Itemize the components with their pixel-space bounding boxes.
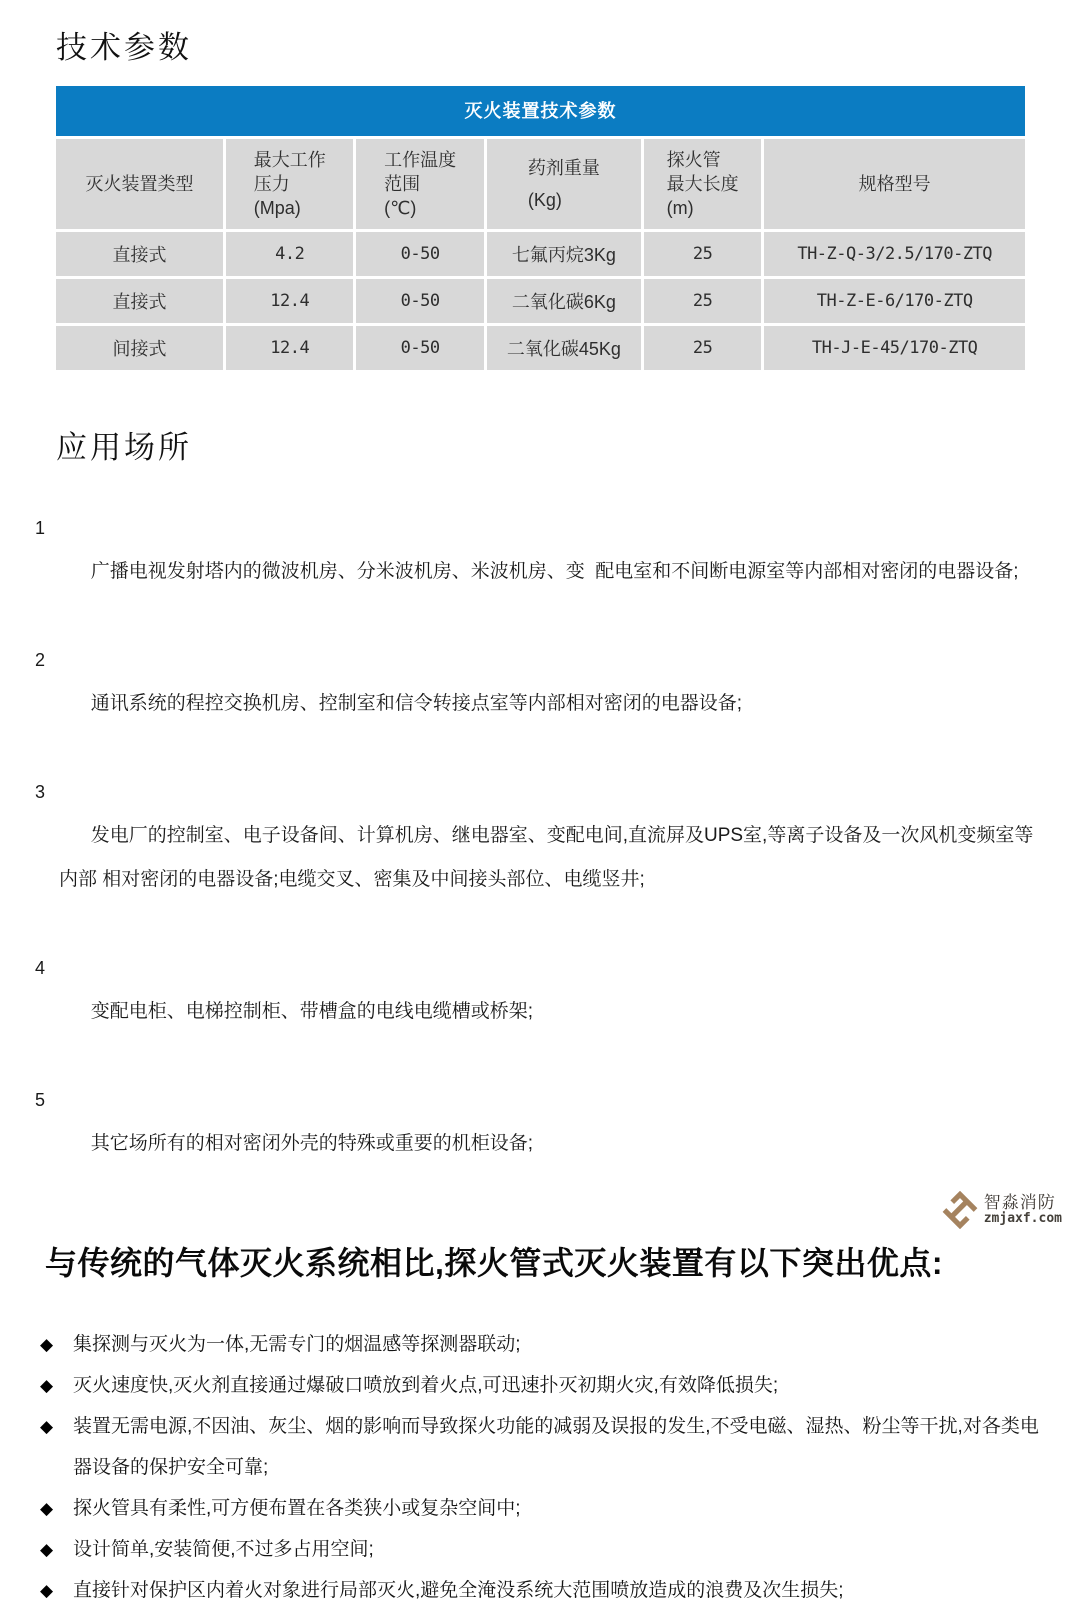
advantages-list (40, 1324, 1045, 1611)
logo-name: 智淼消防 (983, 1193, 1056, 1213)
table-grid (56, 139, 1025, 370)
advantage-item (40, 1488, 1045, 1529)
diamond-bullet-icon: ◆ (40, 1335, 54, 1354)
table-cell: TH-Z-Q-3/2.5/170-ZTQ (764, 232, 1025, 276)
table-cell: 二氧化碳6Kg (487, 279, 641, 323)
table-cell: 间接式 (56, 326, 223, 370)
application-number: 1 (35, 518, 46, 538)
application-text: 通讯系统的程控交换机房、控制室和信令转接点室等内部相对密闭的电器设备; (90, 693, 742, 714)
tech-params-title: 技术参数 (56, 30, 192, 65)
application-text: 其它场所有的相对密闭外壳的特殊或重要的机柜设备; (90, 1133, 533, 1154)
table-header-temperature: 工作温度 范围 (℃) (356, 139, 483, 229)
application-number: 2 (35, 650, 46, 670)
application-item (35, 770, 1045, 946)
advantage-text: 集探测与灭火为一体,无需专门的烟温感等探测器联动; (73, 1334, 521, 1355)
application-item (35, 1078, 1045, 1210)
param-table (56, 86, 1025, 370)
applications-list (35, 506, 1045, 1210)
table-cell: 0-50 (356, 326, 483, 370)
table-cell: 25 (644, 279, 761, 323)
application-item (35, 638, 1045, 770)
table-header-model: 规格型号 (764, 139, 1025, 229)
diamond-bullet-icon: ◆ (40, 1499, 54, 1518)
application-text: 变配电柜、电梯控制柜、带槽盒的电线电缆槽或桥架; (90, 1001, 533, 1022)
applications-title: 应用场所 (56, 430, 192, 465)
table-header-agent-weight: 药剂重量 (Kg) (487, 139, 641, 229)
advantage-item (40, 1324, 1045, 1365)
table-cell: 七氟丙烷3Kg (487, 232, 641, 276)
advantage-item (40, 1365, 1045, 1406)
table-cell: 直接式 (56, 232, 223, 276)
table-caption: 灭火装置技术参数 (56, 86, 1025, 136)
table-cell: 25 (644, 326, 761, 370)
logo-domain: zmjaxf.com (983, 1211, 1062, 1227)
advantage-text: 装置无需电源,不因油、灰尘、烟的影响而导致探火功能的减弱及误报的发生,不受电磁、湿热、粉尘等干扰,对各类电器设备的保护安全可靠; (73, 1416, 1039, 1478)
table-cell: TH-J-E-45/170-ZTQ (764, 326, 1025, 370)
zhimiao-logo (941, 1191, 1062, 1229)
diamond-bullet-icon: ◆ (40, 1581, 54, 1600)
zhimiao-logo-icon (941, 1191, 979, 1229)
application-number: 5 (35, 1090, 46, 1110)
advantage-text: 直接针对保护区内着火对象进行局部灭火,避免全淹没系统大范围喷放造成的浪费及次生损失; (73, 1580, 844, 1601)
table-header-type: 灭火装置类型 (56, 139, 223, 229)
advantage-text: 设计简单,安装简便,不过多占用空间; (73, 1539, 374, 1560)
table-header-pressure: 最大工作 压力 (Mpa) (226, 139, 353, 229)
advantage-item (40, 1529, 1045, 1570)
advantage-text: 探火管具有柔性,可方便布置在各类狭小或复杂空间中; (73, 1498, 521, 1519)
table-cell: 二氧化碳45Kg (487, 326, 641, 370)
table-cell: 直接式 (56, 279, 223, 323)
table-cell: 4.2 (226, 232, 353, 276)
advantage-item (40, 1570, 1045, 1611)
table-header-tube-length: 探火管 最大长度 (m) (644, 139, 761, 229)
table-cell: 0-50 (356, 232, 483, 276)
table-cell: 0-50 (356, 279, 483, 323)
table-cell: 12.4 (226, 326, 353, 370)
application-number: 4 (35, 958, 46, 978)
table-cell: TH-Z-E-6/170-ZTQ (764, 279, 1025, 323)
table-cell: 25 (644, 232, 761, 276)
application-text: 发电厂的控制室、电子设备间、计算机房、继电器室、变配电间,直流屏及UPS室,等离子设备及一次风机变频室等内部 相对密闭的电器设备;电缆交叉、密集及中间接头部位、电缆竖井; (59, 825, 1034, 890)
table-cell: 12.4 (226, 279, 353, 323)
diamond-bullet-icon: ◆ (40, 1540, 54, 1559)
application-item (35, 946, 1045, 1078)
advantage-text: 灭火速度快,灭火剂直接通过爆破口喷放到着火点,可迅速扑灭初期火灾,有效降低损失; (73, 1375, 779, 1396)
diamond-bullet-icon: ◆ (40, 1417, 54, 1436)
application-item (35, 506, 1045, 638)
diamond-bullet-icon: ◆ (40, 1376, 54, 1395)
advantages-title: 与传统的气体灭火系统相比,探火管式灭火装置有以下突出优点: (45, 1245, 944, 1281)
application-number: 3 (35, 782, 46, 802)
application-text: 广播电视发射塔内的微波机房、分米波机房、米波机房、变 配电室和不间断电源室等内部相对密闭的电器设备; (90, 561, 1019, 582)
advantage-item (40, 1406, 1045, 1488)
